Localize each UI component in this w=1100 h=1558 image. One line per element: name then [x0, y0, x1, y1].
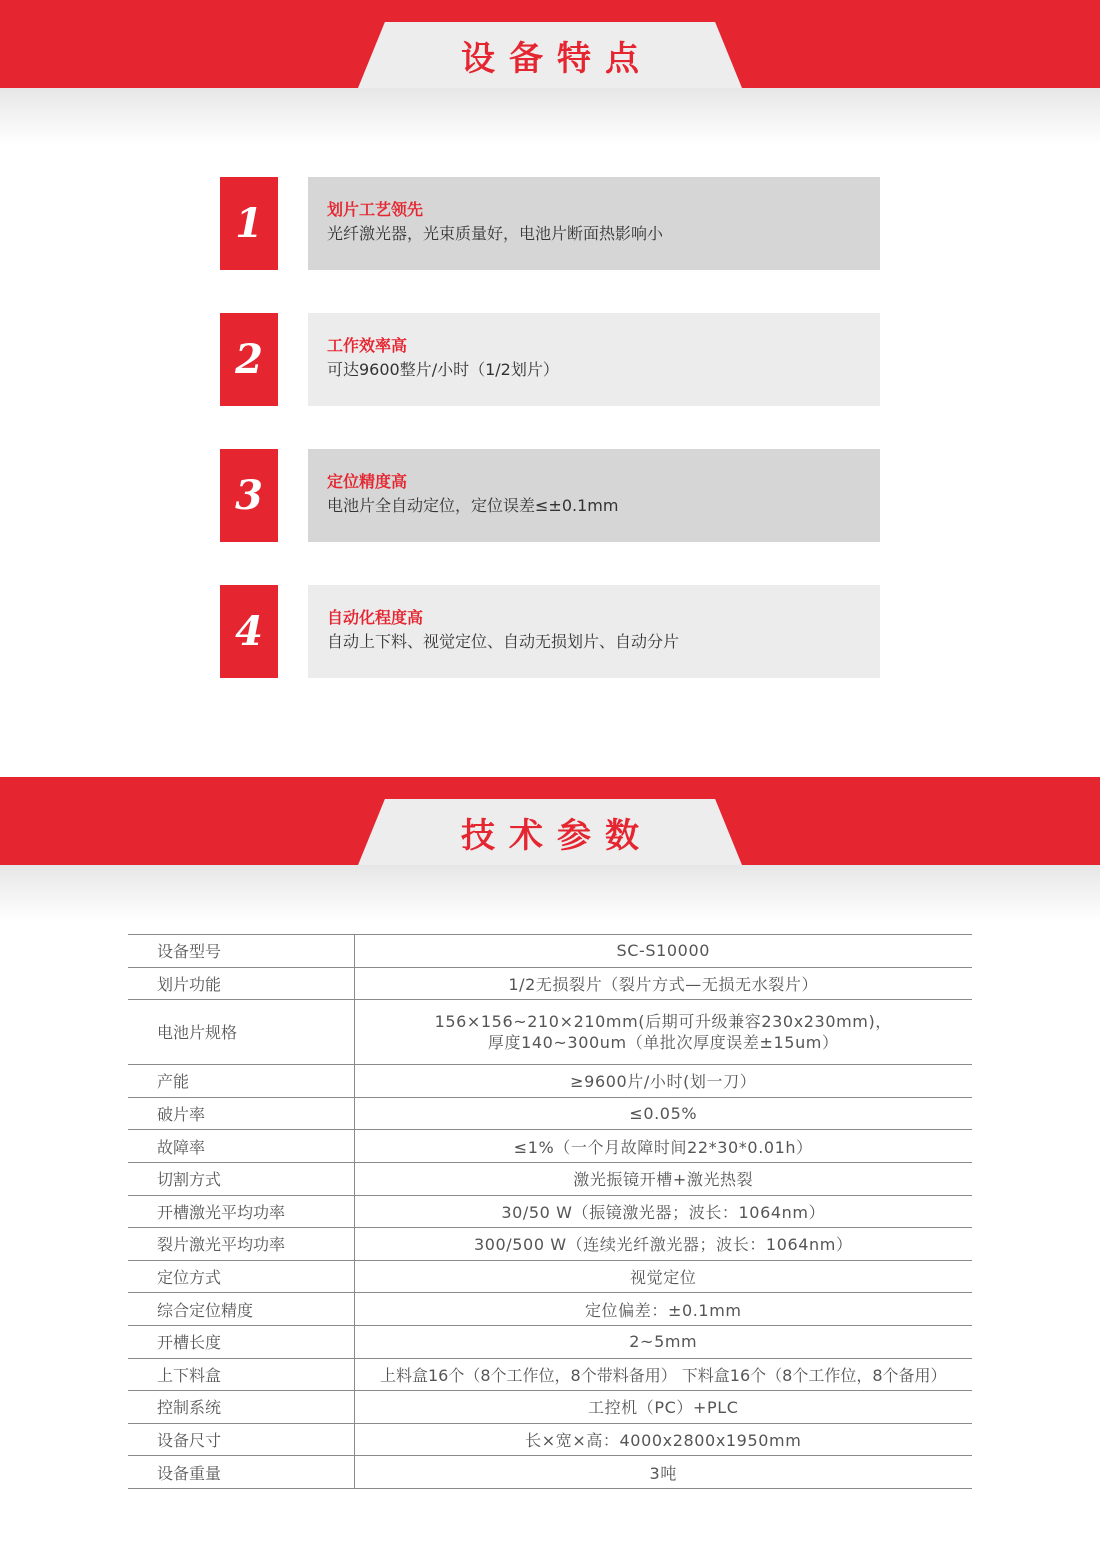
- spec-label: 故障率: [128, 1130, 354, 1163]
- spec-value: ≥9600片/小时(划一刀）: [354, 1065, 972, 1098]
- feature-title: 定位精度高: [327, 472, 408, 491]
- feature-item: [220, 449, 880, 542]
- feature-box: [308, 313, 880, 406]
- table-row: [128, 1195, 972, 1228]
- feature-box: [308, 585, 880, 678]
- spec-value: SC-S10000: [354, 935, 972, 968]
- feature-item: [220, 313, 880, 406]
- spec-label: 综合定位精度: [128, 1293, 354, 1326]
- feature-box: [308, 449, 880, 542]
- spec-label: 裂片激光平均功率: [128, 1228, 354, 1261]
- table-row: [128, 1097, 972, 1130]
- feature-number: 2: [220, 313, 278, 406]
- table-row: [128, 1162, 972, 1195]
- table-row: [128, 1293, 972, 1326]
- feature-item: [220, 177, 880, 270]
- spec-value-line: 厚度140~300um（单批次厚度误差±15um）: [487, 1033, 839, 1053]
- banner-shadow: [0, 865, 1100, 922]
- feature-number: 4: [220, 585, 278, 678]
- spec-value: 3吨: [354, 1456, 972, 1489]
- table-row: [128, 1456, 972, 1489]
- feature-list: [220, 177, 880, 721]
- feature-number: 3: [220, 449, 278, 542]
- table-row: [128, 1325, 972, 1358]
- feature-description: 电池片全自动定位，定位误差≤±0.1mm: [327, 496, 619, 515]
- spec-table: [128, 934, 972, 1489]
- spec-value: 30/50 W（振镜激光器；波长：1064nm）: [354, 1195, 972, 1228]
- spec-value: ≤0.05%: [354, 1097, 972, 1130]
- feature-description: 自动上下料、视觉定位、自动无损划片、自动分片: [327, 632, 680, 651]
- spec-label: 设备型号: [128, 935, 354, 968]
- feature-description: 光纤激光器，光束质量好，电池片断面热影响小: [327, 224, 664, 243]
- spec-value: 长×宽×高：4000x2800x1950mm: [354, 1423, 972, 1456]
- features-section-title: 设备特点: [461, 38, 653, 79]
- spec-label: 设备重量: [128, 1456, 354, 1489]
- feature-title: 自动化程度高: [327, 608, 424, 627]
- spec-value: 2~5mm: [354, 1325, 972, 1358]
- table-row: [128, 1391, 972, 1424]
- features-banner: [0, 0, 1100, 145]
- spec-value: 工控机（PC）+PLC: [354, 1391, 972, 1424]
- spec-label: 产能: [128, 1065, 354, 1098]
- spec-value-line: 156×156~210×210mm(后期可升级兼容230x230mm)，: [434, 1012, 892, 1032]
- spec-label: 开槽长度: [128, 1325, 354, 1358]
- spec-label: 开槽激光平均功率: [128, 1195, 354, 1228]
- spec-value: 视觉定位: [354, 1260, 972, 1293]
- table-row: [128, 1228, 972, 1261]
- feature-number: 1: [220, 177, 278, 270]
- spec-label: 电池片规格: [128, 1000, 354, 1065]
- spec-value: 激光振镜开槽+激光热裂: [354, 1162, 972, 1195]
- spec-value: 定位偏差：±0.1mm: [354, 1293, 972, 1326]
- table-row: [128, 1423, 972, 1456]
- table-row: [128, 1358, 972, 1391]
- specs-section-title: 技术参数: [461, 815, 653, 856]
- banner-shadow: [0, 88, 1100, 145]
- spec-value: 1/2无损裂片（裂片方式—无损无水裂片）: [354, 967, 972, 1000]
- spec-label: 定位方式: [128, 1260, 354, 1293]
- spec-label: 控制系统: [128, 1391, 354, 1424]
- table-row: [128, 935, 972, 968]
- spec-label: 切割方式: [128, 1162, 354, 1195]
- feature-box: [308, 177, 880, 270]
- spec-label: 上下料盒: [128, 1358, 354, 1391]
- feature-item: [220, 585, 880, 678]
- spec-value: 上料盒16个（8个工作位，8个带料备用） 下料盒16个（8个工作位，8个备用）: [354, 1358, 972, 1391]
- feature-description: 可达9600整片/小时（1/2划片）: [327, 360, 559, 379]
- spec-value: ≤1%（一个月故障时间22*30*0.01h）: [354, 1130, 972, 1163]
- table-row: [128, 1260, 972, 1293]
- table-row: [128, 1065, 972, 1098]
- spec-value: [354, 1000, 972, 1065]
- spec-value: 300/500 W（连续光纤激光器；波长：1064nm）: [354, 1228, 972, 1261]
- spec-label: 设备尺寸: [128, 1423, 354, 1456]
- table-row: [128, 1130, 972, 1163]
- specs-banner: [0, 777, 1100, 922]
- feature-title: 工作效率高: [327, 336, 408, 355]
- spec-label: 破片率: [128, 1097, 354, 1130]
- table-row: [128, 1000, 972, 1065]
- feature-title: 划片工艺领先: [327, 200, 424, 219]
- spec-label: 划片功能: [128, 967, 354, 1000]
- table-row: [128, 967, 972, 1000]
